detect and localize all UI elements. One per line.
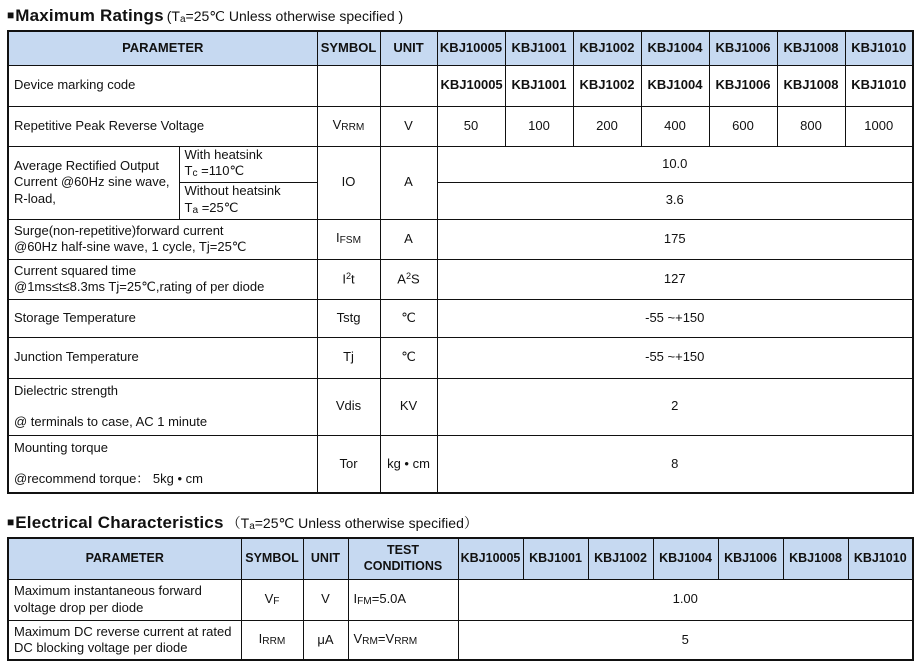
table-row [8, 106, 913, 146]
t1-header-row [8, 31, 913, 65]
param-line: Mounting torque [14, 440, 108, 455]
symbol-subscript: FSM [339, 235, 361, 247]
test-condition-cell [348, 579, 458, 620]
symbol-cell [241, 579, 303, 620]
unit-cell: ℃ [380, 299, 437, 337]
unit-cell: ℃ [380, 337, 437, 378]
value-cell: 600 [709, 106, 777, 146]
param-line: Dielectric strength [14, 382, 119, 398]
t2-header-model: KBJ1004 [653, 538, 718, 579]
symbol-cell: Tor [317, 435, 380, 493]
t2-header-row [8, 538, 913, 579]
temp-subscript: a [192, 204, 199, 216]
unit-rest: S [411, 271, 420, 287]
t2-header-test-conditions: TEST CONDITIONS [348, 538, 458, 579]
cond-subscript: RRM [394, 636, 418, 648]
unit-cell: μA [303, 620, 348, 660]
t1-header-model: KBJ1001 [505, 31, 573, 65]
symbol-base: V [264, 590, 274, 606]
value-cell: -55 ~+150 [437, 337, 913, 378]
value-cell: 5 [458, 620, 913, 660]
unit-cell: KV [380, 378, 437, 435]
value-cell: 1000 [845, 106, 913, 146]
cond-rest: =25℃ Unless otherwise specified） [254, 515, 478, 531]
param-average-rectified-current: Average Rectified Output Current @60Hz sine wave, R-load, [8, 146, 179, 219]
maximum-ratings-table [7, 30, 914, 494]
param-vrrm: Repetitive Peak Reverse Voltage [8, 106, 317, 146]
value-cell: 400 [641, 106, 709, 146]
value-cell: 175 [437, 219, 913, 259]
t2-header-model: KBJ1001 [523, 538, 588, 579]
param-line: @recommend torque： 5kg • cm [14, 471, 203, 487]
cond-rest: =25℃ Unless otherwise specified ) [185, 8, 404, 24]
param-line: Current squared time [14, 262, 137, 278]
section-title-text: Maximum Ratings [15, 6, 164, 25]
value-cell: KBJ1008 [777, 65, 845, 106]
electrical-characteristics-table [7, 537, 914, 661]
value-cell: KBJ1001 [505, 65, 573, 106]
table-row [8, 65, 913, 106]
param-device-marking-code: Device marking code [8, 65, 317, 106]
table-row [8, 337, 913, 378]
param-line: @60Hz half-sine wave, 1 cycle, Tj=25℃ [14, 239, 247, 254]
t1-header-model: KBJ1008 [777, 31, 845, 65]
t2-header-model: KBJ1008 [783, 538, 848, 579]
param-line: @ terminals to case, AC 1 minute [14, 414, 208, 429]
subcondition-label: Without heatsink [184, 183, 281, 199]
value-cell: 800 [777, 106, 845, 146]
subcondition-temp [185, 163, 314, 181]
value-cell: 10.0 [437, 146, 913, 182]
value-cell: 127 [437, 259, 913, 299]
temp-base: T [184, 163, 193, 179]
t2-header-model: KBJ10005 [458, 538, 523, 579]
param-surge-forward-current [8, 219, 317, 259]
symbol-cell [241, 620, 303, 660]
symbol-subscript: RRM [341, 122, 365, 134]
param-dielectric-strength [8, 378, 317, 435]
symbol-base: I [342, 271, 346, 287]
symbol-subscript: RRM [262, 636, 286, 648]
cond-subscript: a [179, 14, 186, 26]
value-cell: 100 [505, 106, 573, 146]
value-cell: 200 [573, 106, 641, 146]
subcondition-with-heatsink [179, 146, 317, 182]
table-row [8, 219, 913, 259]
unit-cell [380, 65, 437, 106]
section-condition-text [227, 515, 478, 531]
value-cell: KBJ10005 [437, 65, 505, 106]
t1-header-unit: UNIT [380, 31, 437, 65]
table-row [8, 378, 913, 435]
t1-header-model: KBJ1006 [709, 31, 777, 65]
table-row [8, 579, 913, 620]
unit-base: A [397, 271, 406, 287]
value-cell: 50 [437, 106, 505, 146]
unit-cell: kg • cm [380, 435, 437, 493]
symbol-base: V [332, 117, 342, 133]
temp-base: T [184, 199, 193, 215]
cond-base: I [353, 590, 358, 606]
t2-header-unit: UNIT [303, 538, 348, 579]
t1-header-parameter: PARAMETER [8, 31, 317, 65]
param-forward-voltage-drop: Maximum instantaneous forward voltage drop per diode [8, 579, 241, 620]
param-mounting-torque [8, 435, 317, 493]
section-title-maximum-ratings [7, 6, 912, 26]
t2-header-symbol: SYMBOL [241, 538, 303, 579]
square-bullet-icon: ■ [7, 8, 15, 22]
temp-subscript: c [192, 168, 198, 180]
cond-mid: =V [377, 630, 395, 646]
section-title-text: Electrical Characteristics [15, 513, 224, 532]
subcondition-temp [185, 200, 314, 218]
temp-rest: =110℃ [197, 163, 245, 179]
value-cell: 8 [437, 435, 913, 493]
t2-header-model: KBJ1006 [718, 538, 783, 579]
param-junction-temperature: Junction Temperature [8, 337, 317, 378]
symbol-cell [317, 106, 380, 146]
param-dc-reverse-current: Maximum DC reverse current at rated DC blocking voltage per diode [8, 620, 241, 660]
t2-header-model: KBJ1002 [588, 538, 653, 579]
param-current-squared-time [8, 259, 317, 299]
value-cell: 1.00 [458, 579, 913, 620]
symbol-cell [317, 259, 380, 299]
t2-header-model: KBJ1010 [848, 538, 913, 579]
t2-header-parameter: PARAMETER [8, 538, 241, 579]
symbol-base: I [336, 230, 340, 246]
param-line: Surge(non-repetitive)forward current [14, 222, 224, 238]
symbol-cell [317, 65, 380, 106]
t1-header-model: KBJ1004 [641, 31, 709, 65]
t1-header-model: KBJ1002 [573, 31, 641, 65]
temp-rest: =25℃ [198, 199, 239, 215]
t1-header-model: KBJ1010 [845, 31, 913, 65]
subcondition-label: With heatsink [184, 146, 263, 162]
unit-cell: V [303, 579, 348, 620]
value-cell: -55 ~+150 [437, 299, 913, 337]
table-row [8, 299, 913, 337]
table-row [8, 259, 913, 299]
symbol-cell: IO [317, 146, 380, 219]
cond-subscript: RM [362, 636, 378, 648]
value-cell: KBJ1002 [573, 65, 641, 106]
value-cell: 2 [437, 378, 913, 435]
table-row [8, 620, 913, 660]
symbol-cell: Vdis [317, 378, 380, 435]
value-cell: KBJ1004 [641, 65, 709, 106]
param-line: @1ms≤t≤8.3ms Tj=25℃,rating of per diode [14, 279, 265, 294]
cond-open: (T [166, 8, 180, 24]
section-title-electrical-characteristics [7, 513, 912, 533]
symbol-subscript: F [273, 595, 280, 607]
table-row [8, 146, 913, 182]
symbol-superscript: 2 [345, 270, 352, 281]
unit-superscript: 2 [405, 270, 412, 281]
value-cell: KBJ1010 [845, 65, 913, 106]
table-row [8, 435, 913, 493]
cond-subscript: FM [357, 595, 372, 607]
unit-cell [380, 259, 437, 299]
symbol-cell: Tstg [317, 299, 380, 337]
symbol-cell: Tj [317, 337, 380, 378]
param-storage-temperature: Storage Temperature [8, 299, 317, 337]
value-cell: 3.6 [437, 182, 913, 219]
symbol-rest: t [351, 271, 355, 287]
test-condition-cell [348, 620, 458, 660]
value-cell: KBJ1006 [709, 65, 777, 106]
cond-rest: =5.0A [371, 590, 407, 606]
symbol-base: I [258, 630, 263, 646]
cond-subscript: a [249, 521, 255, 533]
unit-cell: A [380, 146, 437, 219]
t1-header-symbol: SYMBOL [317, 31, 380, 65]
square-bullet-icon: ■ [7, 515, 15, 529]
t1-header-model: KBJ10005 [437, 31, 505, 65]
symbol-cell [317, 219, 380, 259]
unit-cell: V [380, 106, 437, 146]
unit-cell: A [380, 219, 437, 259]
section-condition-text [167, 8, 403, 24]
cond-base: V [353, 630, 363, 646]
subcondition-without-heatsink [179, 182, 317, 219]
cond-open: （T [226, 515, 250, 531]
